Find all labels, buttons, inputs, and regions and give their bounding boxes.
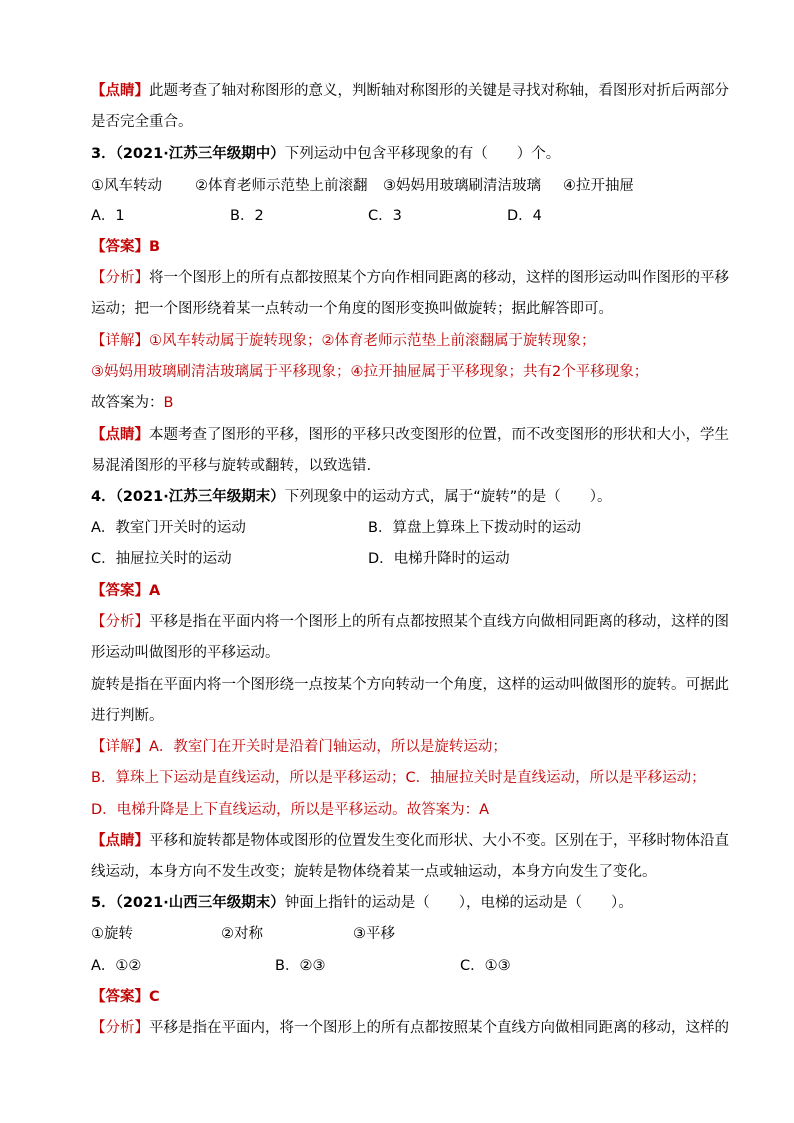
detail-text: D．电梯升降是上下直线运动，所以是平移运动。故答案为：A [91, 802, 490, 818]
analysis-line [91, 268, 729, 288]
option-c: C．3 [368, 208, 402, 224]
option-a: A．①② [91, 958, 142, 974]
analysis-text: 运动；把一个图形绕着某一点转动一个角度的图形变换叫做旋转；据此解答即可。 [91, 301, 613, 317]
question-source: （2021·山西三年级期末） [115, 895, 285, 911]
analysis-text: 形运动叫做图形的平移运动。 [91, 645, 280, 661]
note-line [91, 456, 711, 476]
note-tag: 【点睛】 [91, 427, 149, 443]
list-item: ③妈妈用玻璃刷清洁玻璃 [383, 178, 541, 194]
note-line [91, 81, 729, 101]
detail-text: B．算珠上下运动是直线运动，所以是平移运动；C．抽屉拉关时是直线运动，所以是平移运动； [91, 770, 706, 786]
note-text: 线运动，本身方向不发生改变；旋转是物体绕着某一点或轴运动，本身方向发生了变化。 [91, 864, 657, 880]
detail-tag: 【详解】 [91, 333, 149, 349]
answer-value: C [149, 989, 160, 1005]
conclusion-value: B [163, 395, 174, 411]
note-text: 易混淆图形的平移与旋转或翻转，以致选错. [91, 458, 372, 474]
answer-tag: 【答案】 [91, 989, 149, 1005]
question-number: 4． [91, 489, 116, 505]
analysis-line [91, 706, 711, 726]
analysis-tag: 【分析】 [91, 614, 149, 630]
detail-line [91, 768, 711, 788]
note-line [91, 425, 729, 445]
question-text: 下列运动中包含平移现象的有（ ）个。 [284, 146, 561, 162]
option-b: B．②③ [275, 958, 326, 974]
note-text: 此题考查了轴对称图形的意义，判断轴对称图形的关键是寻找对称轴，看图形对折后两部分 [149, 83, 729, 99]
analysis-text: 平移是指在平面内将一个图形上的所有点都按照某个直线方向做相同距离的移动，这样的图 [149, 614, 729, 630]
note-line [91, 112, 711, 132]
answer-value: B [149, 239, 161, 255]
detail-line [91, 800, 711, 820]
answer-line [91, 581, 711, 601]
analysis-line [91, 612, 729, 632]
question-text: 下列现象中的运动方式，属于“旋转”的是（ ）。 [284, 489, 612, 505]
list-item: ④拉开抽屉 [563, 178, 634, 194]
analysis-tag: 【分析】 [91, 1020, 149, 1036]
question-3-stem [91, 144, 711, 164]
answer-tag: 【答案】 [91, 239, 149, 255]
detail-tag: 【详解】 [91, 739, 149, 755]
detail-line [91, 331, 711, 351]
option-c: C．①③ [460, 958, 511, 974]
detail-text: ③妈妈用玻璃刷清洁玻璃属于平移现象；④拉开抽屉属于平移现象；共有2个平移现象； [91, 364, 649, 380]
option-a: A．1 [91, 208, 125, 224]
analysis-line [91, 1018, 729, 1038]
list-item: ①风车转动 [91, 178, 162, 194]
question-5-stem [91, 893, 711, 913]
analysis-text: 将一个图形上的所有点都按照某个方向作相同距离的移动，这样的图形运动叫作图形的平移 [149, 270, 729, 286]
detail-text: A．教室门在开关时是沿着门轴运动，所以是旋转运动； [149, 739, 507, 755]
answer-tag: 【答案】 [91, 583, 149, 599]
question-source: （2021·江苏三年级期中） [115, 146, 285, 162]
analysis-tag: 【分析】 [91, 270, 149, 286]
option-b: B．2 [230, 208, 264, 224]
note-line [91, 862, 711, 882]
option-d: D．电梯升降时的运动 [368, 551, 510, 567]
conclusion-prefix: 故答案为： [91, 395, 164, 411]
answer-line [91, 987, 711, 1007]
option-d: D．4 [507, 208, 542, 224]
option-b: B．算盘上算珠上下拨动时的运动 [368, 520, 581, 536]
list-item: ②体育老师示范垫上前滚翻 [195, 178, 368, 194]
note-text: 本题考查了图形的平移，图形的平移只改变图形的位置，而不改变图形的形状和大小，学生 [149, 427, 729, 443]
analysis-line [91, 675, 729, 695]
analysis-text: 旋转是指在平面内将一个图形绕一点按某个方向转动一个角度，这样的运动叫做图形的旋转。可据此 [91, 677, 729, 693]
answer-line [91, 237, 711, 257]
list-item: ③平移 [353, 926, 395, 942]
option-c: C．抽屉拉关时的运动 [91, 551, 232, 567]
list-item: ②对称 [221, 926, 263, 942]
conclusion-line [91, 393, 711, 413]
answer-value: A [149, 583, 161, 599]
analysis-text: 平移是指在平面内，将一个图形上的所有点都按照某个直线方向做相同距离的移动，这样的 [149, 1020, 729, 1036]
note-tag: 【点睛】 [91, 833, 149, 849]
note-text: 平移和旋转都是物体或图形的位置发生变化而形状、大小不变。区别在于，平移时物体沿直 [149, 833, 729, 849]
question-source: （2021·江苏三年级期末） [115, 489, 285, 505]
analysis-line [91, 299, 711, 319]
note-tag: 【点睛】 [91, 83, 149, 99]
note-line [91, 831, 729, 851]
detail-line [91, 737, 711, 757]
analysis-text: 进行判断。 [91, 708, 164, 724]
detail-line [91, 362, 711, 382]
question-number: 5． [91, 895, 116, 911]
question-number: 3． [91, 146, 116, 162]
question-4-stem [91, 487, 711, 507]
question-text: 钟面上指针的运动是（ ），电梯的运动是（ ）。 [284, 895, 633, 911]
detail-text: ①风车转动属于旋转现象；②体育老师示范垫上前滚翻属于旋转现象； [149, 333, 596, 349]
analysis-line [91, 643, 711, 663]
list-item: ①旋转 [91, 926, 133, 942]
option-a: A．教室门开关时的运动 [91, 520, 246, 536]
note-text: 是否完全重合。 [91, 114, 193, 130]
